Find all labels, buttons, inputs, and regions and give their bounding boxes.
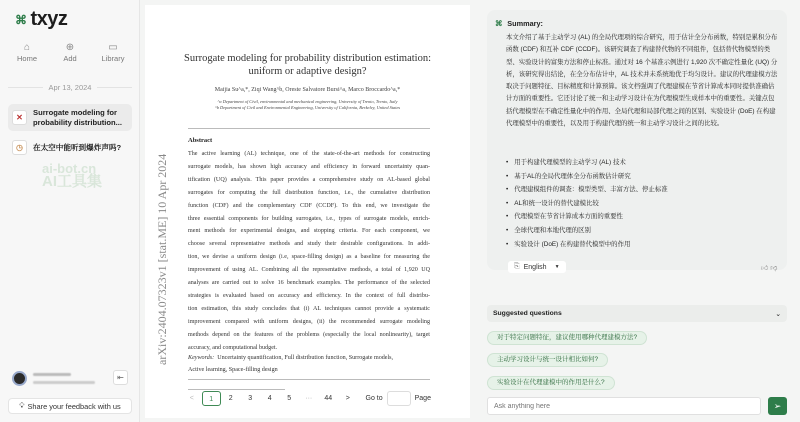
paper-affiliation: ^a Department of Civil, environmental and mechanical engineering, University of Trento, Trento, Italy bbox=[217, 99, 398, 104]
home-icon: ⌂ bbox=[23, 42, 31, 53]
summary-bullet: • 代理建模组件的调查：模型类型、丰富方法、停止标准 bbox=[506, 183, 668, 197]
chat-panel bbox=[475, 0, 800, 422]
summary-bullets bbox=[506, 156, 668, 251]
feedback-icons bbox=[761, 263, 777, 272]
abstract-line: three essential components for building surrogates, i.e., types of surrogate models, enrich- bbox=[188, 215, 430, 222]
avatar bbox=[12, 371, 27, 386]
pagination bbox=[182, 391, 431, 406]
abstract-line: methods depend on the features of the problems (especially the local nonlinearity), target bbox=[188, 331, 430, 338]
logo-icon: ⌘ bbox=[15, 12, 27, 27]
chat-input[interactable] bbox=[487, 397, 761, 415]
collapse-sidebar-button[interactable]: ⇤ bbox=[113, 370, 128, 385]
keywords-text: Active learning, Space-filling design bbox=[188, 367, 278, 373]
abstract-line: surrogate models, has shown high accuracy and efficiency in forward uncertainty quan- bbox=[188, 163, 430, 170]
question-icon: ◷ bbox=[12, 140, 27, 155]
paper-authors: Maijia Su^a,*, Ziqi Wang^b, Oreste Salvatore Bursi^a, Marco Broccardo^a,* bbox=[214, 87, 401, 93]
sidebar bbox=[0, 0, 140, 422]
suggested-heading: Suggested questions bbox=[493, 310, 562, 317]
pdf-viewer bbox=[145, 5, 470, 418]
summary-bullet: • AL和统一设计的替代建模比较 bbox=[506, 197, 668, 211]
abstract-heading: Abstract bbox=[188, 137, 213, 144]
suggested-question[interactable]: 实验设计在代理建模中的作用是什么? bbox=[487, 376, 615, 390]
abstract-line: tification (UQ) analysis. This paper provides a comprehensive study on AL-based global bbox=[188, 176, 430, 183]
page-1-button[interactable]: 1 bbox=[202, 391, 222, 406]
user-email-blurred bbox=[33, 381, 95, 384]
history-item-space[interactable] bbox=[8, 134, 132, 161]
suggested-question[interactable]: 主动学习设计与统一设计相比如何? bbox=[487, 353, 608, 367]
next-page-button[interactable]: > bbox=[345, 395, 350, 402]
add-icon: ⊕ bbox=[65, 42, 75, 53]
logo-text: txyz bbox=[30, 8, 68, 30]
abstract-line: tion, we devise a uniform design (i.e, space-filling design) as a baseline for measuring the bbox=[188, 254, 430, 261]
nav-library[interactable] bbox=[93, 42, 133, 63]
page-4-button[interactable]: 4 bbox=[267, 395, 272, 402]
nav-label: Library bbox=[101, 54, 125, 63]
summary-bullet: • 全球代理和本地代理的区别 bbox=[506, 224, 668, 238]
history-item-label: 在太空中能听到爆炸声吗? bbox=[33, 142, 122, 152]
paper-title: Surrogate modeling for probability distribution estimation: bbox=[183, 53, 431, 64]
language-value: English bbox=[523, 263, 547, 271]
suggested-question[interactable]: 对于特定问题特征，建议使用哪种代理建模方法? bbox=[487, 331, 647, 345]
nav-label: Add bbox=[63, 54, 77, 63]
footnote-rule bbox=[188, 389, 285, 390]
nav-add[interactable] bbox=[50, 42, 90, 63]
more-pages-button[interactable]: ··· bbox=[305, 395, 313, 402]
summary-bullet: • 用于构建代理模型的主动学习 (AL) 技术 bbox=[506, 156, 668, 170]
history-item-surrogate[interactable] bbox=[8, 104, 132, 131]
date-divider bbox=[8, 83, 132, 92]
abstract-line: choose several representative methods and study their desirable configurations. In addi- bbox=[188, 241, 430, 248]
feedback-label: Share your feedback with us bbox=[27, 401, 121, 411]
logo-icon: ⌘ bbox=[495, 19, 503, 28]
divider bbox=[188, 128, 430, 129]
thumbs-up-icon[interactable]: 👍︎ bbox=[761, 265, 769, 272]
send-icon: ➢ bbox=[773, 401, 782, 411]
paper-icon: ✕ bbox=[12, 110, 27, 125]
date-label: Apr 13, 2024 bbox=[48, 83, 92, 92]
summary-card bbox=[487, 10, 787, 270]
nav-home[interactable] bbox=[7, 42, 47, 63]
lightbulb-icon: 💡︎ bbox=[19, 401, 25, 410]
nav-label: Home bbox=[16, 54, 37, 63]
abstract-line: surrogates for computing the full distribution function, i.e., the cumulative distribution bbox=[188, 189, 430, 196]
paper-affiliation: ^b Department of Civil and Environmental Engineering, University of California, Berkeley, United States bbox=[214, 105, 401, 110]
watermark bbox=[12, 162, 102, 188]
abstract-line: The active learning (AL) technique, one of the state-of-the-art methods for constructing bbox=[188, 151, 430, 157]
thumbs-down-icon[interactable]: 👎︎ bbox=[770, 265, 778, 272]
abstract-line: strategies is evaluated based on accuracy and efficiency. In the context of full distribu- bbox=[188, 292, 430, 299]
logo[interactable] bbox=[15, 8, 67, 31]
summary-bullet: • 基于AL的全局代理体全分布函数估计研究 bbox=[506, 170, 668, 184]
abstract-line: improvement compared with uniform designs, (ii) the recommended surrogate modeling bbox=[188, 318, 430, 325]
language-select[interactable] bbox=[508, 261, 566, 273]
goto-page-input[interactable] bbox=[387, 391, 411, 406]
history-item-label: Surrogate modeling for probability distribution... bbox=[33, 107, 123, 127]
page-3-button[interactable]: 3 bbox=[248, 395, 253, 402]
translate-icon: ⎘ bbox=[514, 263, 520, 270]
abstract-line: tion estimation, this study concludes that (i) AL techniques cannot provide a systematic bbox=[188, 305, 430, 312]
summary-header bbox=[495, 19, 543, 28]
page-label: Page bbox=[414, 395, 431, 402]
page-5-button[interactable]: 5 bbox=[287, 395, 292, 402]
abstract-line: function (CDF) and the complementary CDF (CCDF). To this end, we investigate the bbox=[188, 202, 430, 209]
watermark-line: ai-bot.cn bbox=[42, 161, 97, 176]
keywords bbox=[188, 354, 430, 362]
keywords-text: Uncertainty quantification, Full distribution function, Surrogate models, bbox=[217, 355, 394, 361]
goto-label: Go to bbox=[365, 395, 383, 402]
paper-title: uniform or adaptive design? bbox=[248, 66, 367, 77]
summary-text: 本文介绍了基于主动学习 (AL) 的全局代理项的综合研究，用于估计全分布函数，特别是累积分布函数 (CDF) 和互补 CDF (CCDF)。该研究调查了构建替代物的不同组件，包括替代物模型的类型、实验设计的富集方法和停止标准。通过对 16 个基准示例进行 1,920 次不确定性量化 (UQ) 分析，该研究得出结论，在全分布估计中，AL 技术并未系统地优于均匀设计。建议的代理建模方法取决于问题特征、目标精度和计算预算。该文档强调了代理建模在节省计算成本同时提供准确估计方面的重要性。它还讨论了统一和主动学习设计在为代理模型生成样本中的重要性。关键点包括代理模型在不确定性量化中的作用、全局代理和局部代理之间的区别、实验设计 (DoE) 在构建代理模型中的重要性，以及用于构建代理的统一和主动学习设计之间的比较。 bbox=[506, 34, 778, 128]
summary-heading: Summary: bbox=[507, 19, 543, 28]
abstract-line: analyses are carried out to solve 16 benchmark examples. The performance of the selected bbox=[188, 280, 430, 286]
chevron-down-icon: ⌄ bbox=[775, 310, 781, 318]
prev-page-button[interactable]: < bbox=[189, 395, 194, 402]
send-button[interactable] bbox=[768, 397, 787, 415]
abstract-line: ment methods for experimental designs, and stopping criteria. For each component, we bbox=[188, 228, 430, 235]
library-icon: ▭ bbox=[108, 42, 118, 53]
page-2-button[interactable]: 2 bbox=[228, 395, 233, 402]
keywords-label: Keywords: bbox=[188, 355, 215, 361]
divider bbox=[188, 379, 430, 380]
summary-bullet: • 实验设计 (DoE) 在构建替代模型中的作用 bbox=[506, 238, 668, 252]
watermark-line: AI工具集 bbox=[42, 173, 103, 190]
user-profile[interactable] bbox=[12, 371, 95, 386]
page-44-button[interactable]: 44 bbox=[324, 395, 333, 402]
suggested-questions-toggle[interactable] bbox=[487, 305, 787, 322]
feedback-button[interactable] bbox=[8, 398, 132, 414]
user-name-blurred bbox=[33, 373, 71, 376]
abstract-line: accuracy, and computational budget. bbox=[188, 344, 278, 351]
summary-bullet: • 代理模型在节省计算成本方面的重要性 bbox=[506, 210, 668, 224]
abstract-line: improvement of using AL. Combining all the representative methods, a total of 1,920 UQ bbox=[188, 267, 430, 274]
arxiv-watermark: arXiv:2404.07323v1 [stat.ME] 10 Apr 2024 bbox=[155, 153, 169, 365]
chevron-down-icon: ▼ bbox=[554, 264, 560, 270]
